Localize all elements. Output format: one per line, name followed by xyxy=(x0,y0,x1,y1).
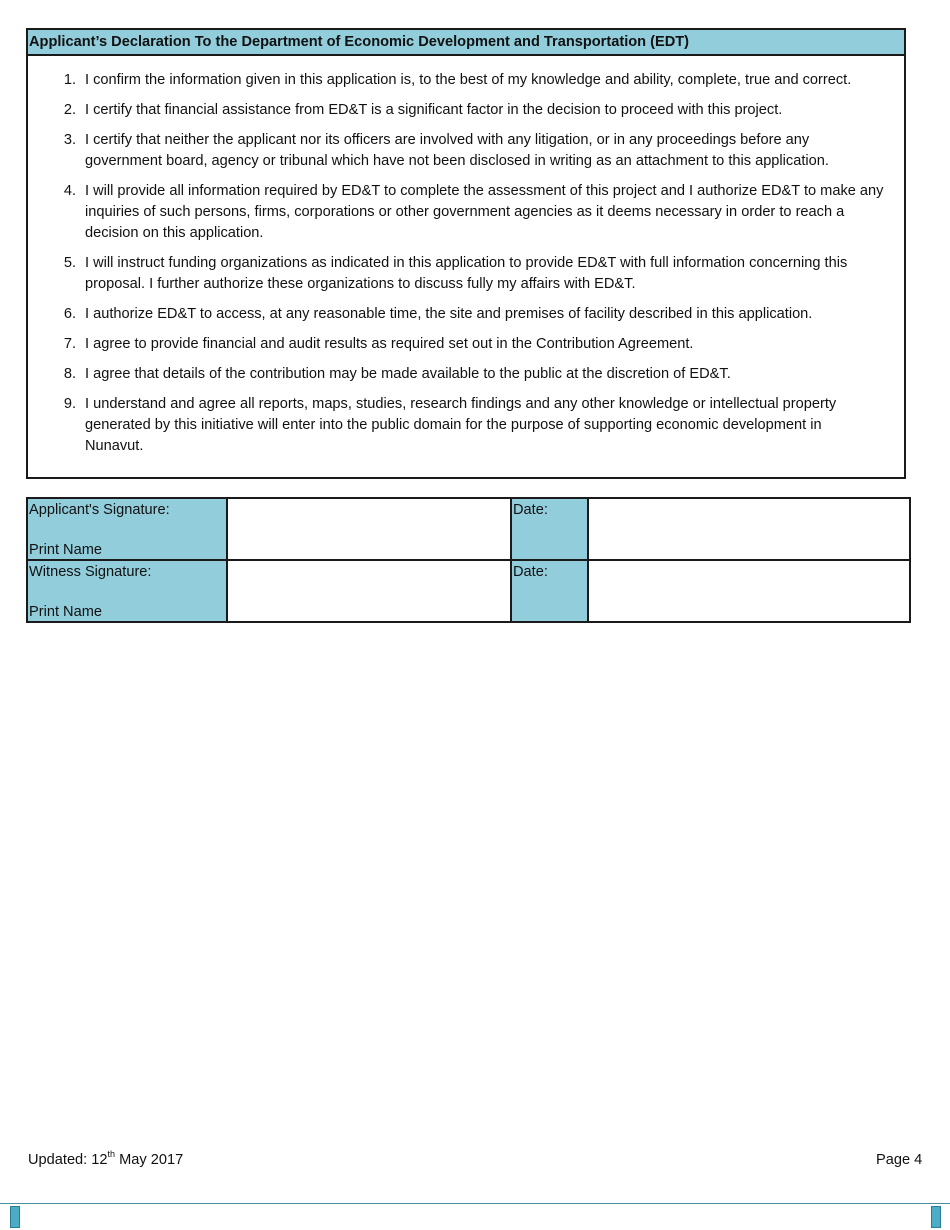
declaration-item xyxy=(28,253,884,295)
declaration-item xyxy=(28,394,884,457)
item-text: I agree to provide financial and audit results as required set out in the Contribution Agreement. xyxy=(85,336,694,352)
item-text: I will provide all information required by ED&T to complete the assessment of this project and I authorize ED&T to make any inquiries of such persons, firms, corporations or other government agencies as it deems necessary in order to reach a decision on this application. xyxy=(85,183,884,241)
left-margin-marker xyxy=(10,1206,20,1228)
declaration-item xyxy=(28,181,884,244)
witness-date-label: Date: xyxy=(513,564,548,580)
item-text: I authorize ED&T to access, at any reasonable time, the site and premises of facility described in this application. xyxy=(85,306,813,322)
item-text: I agree that details of the contribution may be made available to the public at the discretion of ED&T. xyxy=(85,366,731,382)
applicant-date-field[interactable] xyxy=(588,498,910,560)
witness-signature-label: Witness Signature: xyxy=(29,564,152,580)
item-text: I certify that neither the applicant nor its officers are involved with any litigation, or in any proceedings before any government board, agency or tribunal which have not been disclosed in writing as an attachment to this application. xyxy=(85,132,829,169)
witness-label-cell xyxy=(27,560,227,622)
witness-date-label-cell xyxy=(511,560,588,622)
applicant-signature-field[interactable] xyxy=(227,498,511,560)
declaration-item xyxy=(28,304,884,325)
item-number: 7. xyxy=(63,336,76,352)
footer-rule xyxy=(0,1203,950,1204)
item-number: 6. xyxy=(63,306,76,322)
declaration-item xyxy=(28,130,884,172)
item-number: 2. xyxy=(63,102,76,118)
item-number: 3. xyxy=(63,132,76,148)
applicant-print-name-label: Print Name xyxy=(29,542,102,558)
applicant-row xyxy=(27,498,910,560)
declaration-title: Applicant’s Declaration To the Department of Economic Development and Transportation (EDT) xyxy=(28,30,904,56)
witness-signature-field[interactable] xyxy=(227,560,511,622)
declaration-item xyxy=(28,70,884,91)
page-number: Page 4 xyxy=(876,1152,923,1168)
declaration-item xyxy=(28,100,884,121)
applicant-label-cell xyxy=(27,498,227,560)
right-margin-marker xyxy=(931,1206,941,1228)
witness-date-field[interactable] xyxy=(588,560,910,622)
witness-row xyxy=(27,560,910,622)
updated-ordinal: th xyxy=(107,1149,116,1159)
item-number: 4. xyxy=(63,183,76,199)
updated-suffix: May 2017 xyxy=(115,1152,184,1168)
footer-updated xyxy=(28,1149,184,1168)
item-number: 9. xyxy=(63,396,76,412)
applicant-signature-label: Applicant's Signature: xyxy=(29,502,170,518)
declaration-body xyxy=(28,56,904,477)
declaration-box xyxy=(26,28,906,479)
applicant-date-label: Date: xyxy=(513,502,548,518)
item-text: I certify that financial assistance from ED&T is a significant factor in the decision to proceed with this project. xyxy=(85,102,783,118)
signature-table xyxy=(26,497,911,623)
declaration-item xyxy=(28,334,884,355)
item-text: I will instruct funding organizations as indicated in this application to provide ED&T with full information concerning this proposal. I further authorize these organizations to discuss fully my affairs with ED&T. xyxy=(85,255,848,292)
updated-prefix: Updated: 12 xyxy=(28,1152,108,1168)
item-number: 1. xyxy=(63,72,76,88)
declaration-list xyxy=(28,70,884,457)
item-text: I confirm the information given in this application is, to the best of my knowledge and ability, complete, true and correct. xyxy=(85,72,852,88)
witness-print-name-label: Print Name xyxy=(29,604,102,620)
applicant-date-label-cell xyxy=(511,498,588,560)
declaration-item xyxy=(28,364,884,385)
item-number: 5. xyxy=(63,255,76,271)
item-text: I understand and agree all reports, maps, studies, research findings and any other knowledge or intellectual property generated by this initiative will enter into the public domain for the purpose of supporting economic development in Nunavut. xyxy=(85,396,837,454)
item-number: 8. xyxy=(63,366,76,382)
